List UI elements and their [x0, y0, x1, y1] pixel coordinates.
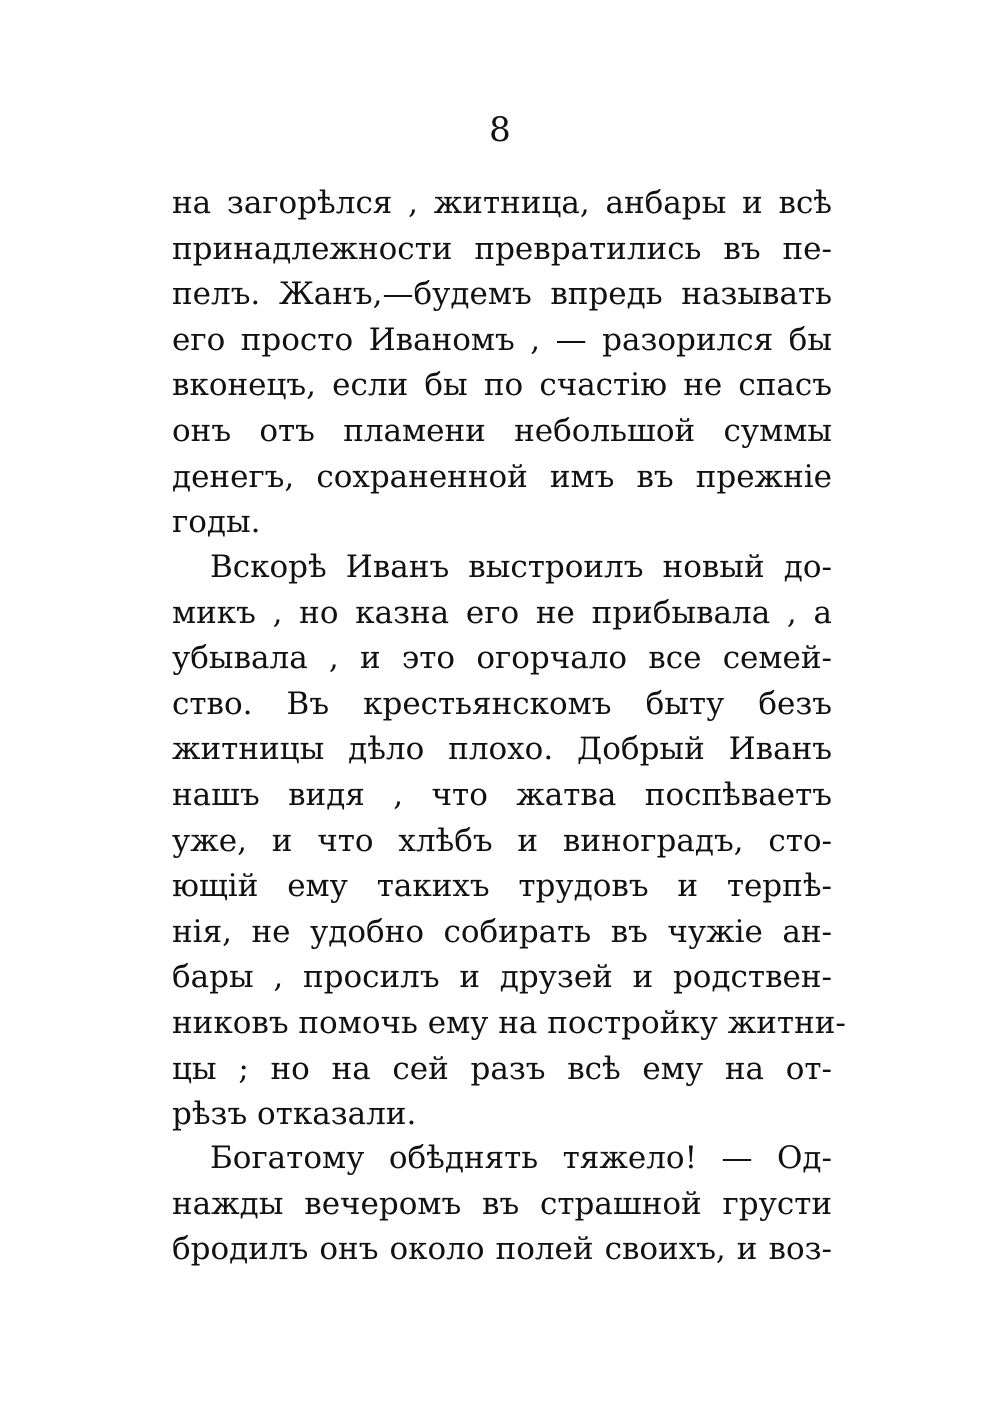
paragraph-1: [172, 181, 832, 546]
paragraph-3: [172, 1136, 832, 1273]
text-line: на загорѣлся , житница, анбары и всѣ: [172, 185, 832, 221]
text-line: Вскорѣ Иванъ выстроилъ новый до-: [210, 549, 832, 585]
text-line: денегъ, сохраненной имъ въ прежнiе: [172, 458, 832, 495]
text-line: бродилъ онъ около полей своихъ, и воз-: [172, 1231, 832, 1268]
paragraph-2: [172, 545, 846, 1138]
text-line: его просто Иваномъ , — разорился бы: [172, 321, 832, 358]
text-line: уже, и что хлѣбъ и виноградъ, сто-: [172, 822, 832, 859]
text-line: вконецъ, если бы по счастiю не спасъ: [172, 367, 832, 404]
text-line: Богатому обѣднять тяжело! — Од-: [210, 1140, 832, 1176]
text-line: ство. Въ крестьянскомъ быту безъ: [172, 685, 832, 722]
text-line: житницы дѣло плохо. Добрый Иванъ: [172, 731, 832, 768]
text-line: нашъ видя , что жатва поспѣваетъ: [172, 776, 832, 813]
text-line: нiя, не удобно собирать въ чужiе ан-: [172, 913, 832, 950]
text-line: никовъ помочь ему на постройку житни-: [172, 1004, 846, 1041]
text-line: нажды вечеромъ въ страшной грусти: [172, 1185, 832, 1222]
text-line: пелъ. Жанъ,—будемъ впредь называть: [172, 276, 832, 313]
text-line: убывала , и это огорчало все семей-: [172, 640, 832, 677]
text-line: бары , просилъ и друзей и родствен-: [172, 959, 832, 996]
text-line: годы.: [172, 504, 261, 541]
text-line: рѣзъ отказали.: [172, 1096, 417, 1133]
page-number: 8: [489, 110, 511, 150]
text-line: цы ; но на сей разъ всѣ ему на от-: [172, 1050, 832, 1087]
text-line: ющiй ему такихъ трудовъ и терпѣ-: [172, 868, 832, 905]
text-line: онъ отъ пламени небольшой суммы: [172, 412, 832, 449]
text-line: микъ , но казна его не прибывала , а: [172, 594, 832, 631]
text-line: принадлежности превратились въ пе-: [172, 230, 832, 267]
